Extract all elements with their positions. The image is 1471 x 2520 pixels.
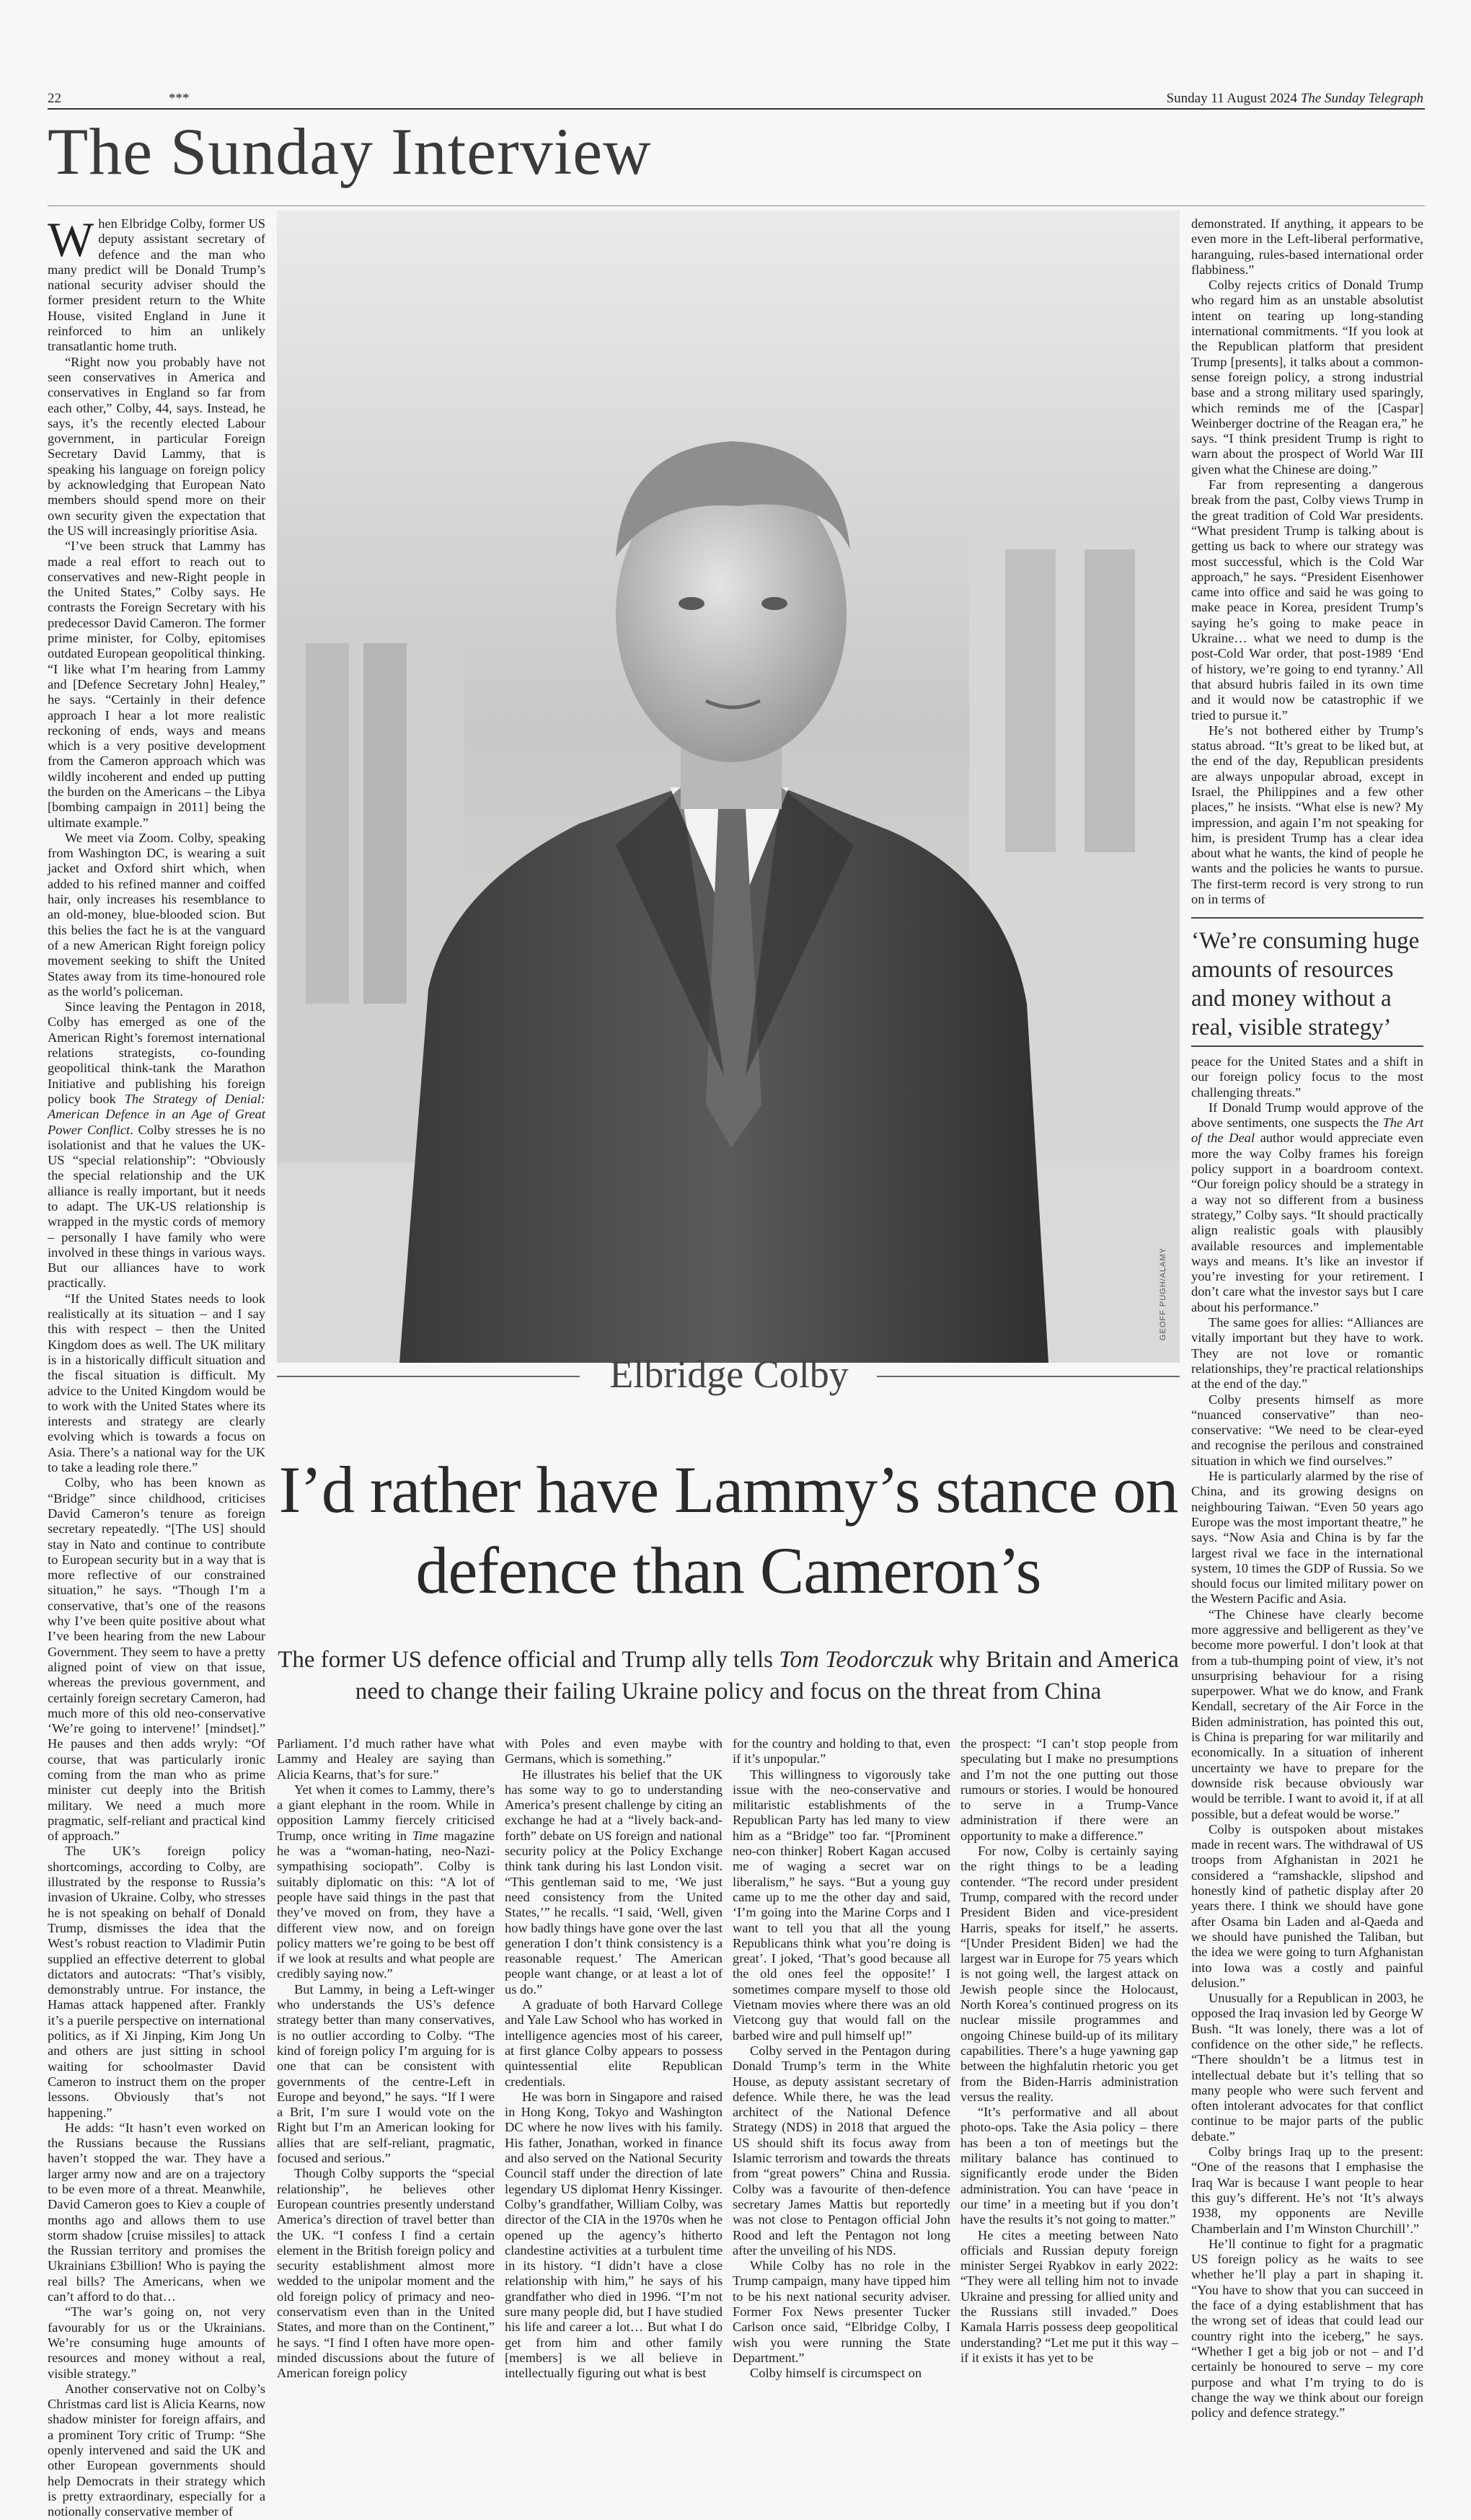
paragraph-text: Since leaving the Pentagon in 2018, Colby has emerged as one of the American Right’s foremost international relations strategists, co-founding geopolitical think-tank the Marathon Initiative and publishing his foreign policy book [48,999,265,1106]
section-rule [48,205,1425,206]
paragraph: Colby himself is circumspect on [750,2366,922,2381]
issue-date: Sunday 11 August 2024 [1166,91,1297,106]
folio-dateline [1167,91,1423,107]
column-right-top [1191,216,1423,912]
paragraph: “The Chinese have clearly become more aggressive and belligerent as they’ve become more powerful. I don’t look at that from a tub-thumping point of view, it’s not unsurprising behaviour for a rising superpower. What we do know, and Frank Kendall, secretary of the Air Force in the Biden administration, has pointed this out, is China is preparing for war militarily and economically. In a situation of inherent uncertainty we have to prepare for the downside risk because obviously war would be terrible. I want to avoid it, if at all possible, but a defeat would be worse.” [1191,1606,1423,1821]
portrait-illustration [277,211,1180,1363]
paragraph: While Colby has no role in the Trump campaign, many have tipped him to be his next national security adviser. Former Fox News presenter Tucker Carlson once said, “Elbridge Colby, I wish you were running the State Department.” [733,2258,950,2365]
paragraph: for the country and holding to that, even if it’s unpopular.” [733,1736,950,1767]
drop-cap: W [48,212,94,267]
column-2 [277,1736,495,2381]
column-3 [505,1736,723,2381]
column-right-bottom [1191,1054,1423,2420]
paragraph [277,1782,495,1982]
standfirst [277,1644,1180,1707]
book-title: The Art of the Deal [1191,1115,1423,1146]
paragraph-text: Yet when it comes to Lammy, there’s a giant elephant in the room. While in opposition Lammy fiercely criticised Trump, once writing in [277,1782,495,1843]
paragraph: Colby served in the Pentagon during Donald Trump’s term in the White House, as deputy assistant secretary of defence. While there, he was the lead architect of the National Defence Strategy (NDS) in 2018 that argued the US should shift its focus away from Islamic terrorism and towards the threats from “great powers” China and Russia. Colby was a favourite of then-defence secretary James Mattis but reportedly was not close to Pentagon official John Rood and left the Pentagon not long after the unveiling of his NDS. [733,2043,950,2258]
paragraph-text: author would appreciate even more the way Colby frames his foreign policy support in a boardroom context. “Our foreign policy should be a strategy in a way not so different from a business strategy,” Colby says. “It should practically align realistic goals with plausibly available resources and implementable ways and means. It’s like an investor if you’re investing for your retirement. I don’t care what the investor says but I care about his performance.” [1191,1131,1423,1314]
paragraph: He is particularly alarmed by the rise of China, and its growing designs on neighbouring Taiwan. “Even 50 years ago Europe was the most important theatre,” he says. “Now Asia and China is by far the largest rival we face in the international system, 10 times the GDP of Russia. So we should focus our limited military power on the Western Pacific and Asia. [1191,1469,1423,1606]
paragraph: He adds: “It hasn’t even worked on the Russians because the Russians haven’t stopped the war. They have a larger army now and are on a trajectory to be even more of a threat. Meanwhile, David Cameron goes to Kiev a couple of months ago and allows them to use storm shadow [cruise missiles] to attack the Russian territory and promises the Ukrainians £3billion! Who is paying the real bills? The Americans, when we can’t afford to do that… [48,2120,265,2304]
paragraph: Colby, who has been known as “Bridge” since childhood, criticises David Cameron’s tenure as foreign secretary repeatedly. “[The US] should stay in Nato and continue to contribute to European security but in a way that is more reflective of our constrained situation,” he says. “Though I’m a conservative, that’s one of the reasons why I’ve been quite positive about what I’ve been hearing from the new Labour Government. They seem to have a pretty aligned point of view on that issue, whereas the previous government, and certainly foreign secretary Cameron, had much more of this old neo-conservative ‘We’re going to intervene!’ [mindset].” He pauses and then adds wryly: “Of course, that was particularly ironic coming from the man who as prime minister cut deeply into the British military. We need a much more pragmatic, self-reliant and practical kind of approach.” [48,1475,265,1844]
paragraph: Though Colby supports the “special relationship”, he believes other European countries presently understand America’s direction of travel better than the UK. “I confess I find a certain element in the British foreign policy and security establishment almost more wedded to the unipolar moment and the old foreign policy of primacy and neo-conservatism even than in the United States, and more than on the Continent,” he says. “I find I often have more open-minded discussions about the future of American foreign policy [277,2166,495,2381]
paragraph: “The war’s going on, not very favourably for us or the Ukrainians. We’re consuming huge amounts of resources and money without a real, visible strategy.” [48,2304,265,2381]
page-number: 22 [48,91,61,106]
section-title: The Sunday Interview [48,115,652,188]
paragraph: He cites a meeting between Nato officials and Russian deputy foreign minister Sergei Ryabkov in early 2022: “They were all telling him not to invade Ukraine and pressing for allied unity and the Russians still invaded.” Does Kamala Harris possess deep geopolitical understanding? “Let me put it this way – if it exists it has yet to be [960,2227,1178,2365]
edition-stars: *** [169,91,190,106]
paragraph: Colby is outspoken about mistakes made in recent wars. The withdrawal of US troops from Afghanistan in 2021 he considered a “ramshackle, slipshod and honestly kind of pathetic display after 20 years there. I think we should have gone after Osama bin Laden and al-Qaeda and we should have punished the Taliban, but the idea we were going to turn Afghanistan into Iowa was a costly and painful delusion.” [1191,1821,1423,1990]
name-rule-right [877,1376,1180,1377]
standfirst-lead: The former US defence official and Trump ally tells [278,1647,779,1673]
paragraph: He illustrates his belief that the UK has some way to go to understanding America’s present challenge by citing an exchange he had at a “lively back-and-forth” debate on US foreign and national security policy at the Policy Exchange think tank during his last London visit. “This gentleman said to me, ‘We just need consistency from the United States,’” he recalls. “I said, ‘Well, given how badly things have gone over the last generation I don’t think consistency is a reasonable request.’ The American people want change, or at least a lot of us do.” [505,1767,723,1997]
photo-credit: GEOFF PUGH/ALAMY [1159,1247,1167,1341]
paragraph: A graduate of both Harvard College and Yale Law School who has worked in intelligence agencies most of his career, at first glance Colby appears to possess quintessential elite Republican credentials. [505,1997,723,2089]
paragraph: Far from representing a dangerous break from the past, Colby views Trump in the great tradition of Cold War presidents. “What president Trump is talking about is getting us back to where our strategy was most successful, which is the Cold War approach,” he says. “President Eisenhower came into office and said he was going to make peace in Korea, president Trump’s saying he’s going to make peace in Ukraine… what we need to dump is the post-Cold War order, that post-1989 ‘End of history, we’re going to end tyranny.’ All that absurd hubris failed in its own time and it would now be catastrophic if we tried to pursue it.” [1191,477,1423,722]
paragraph: Colby rejects critics of Donald Trump who regard him as an unstable absolutist intent on tearing up long-standing international commitments. “If you look at the Republican platform that president Trump [presents], it talks about a common-sense foreign policy, a strong industrial base and a strong military used sparingly, which reminds me of the [Caspar] Weinberger doctrine of the Reagan era,” he says. “I think president Trump is right to warn about the prospect of World War III given what the Chinese are doing.” [1191,278,1423,477]
paragraph [1191,1100,1423,1315]
author-name: Tom Teodorczuk [779,1647,933,1673]
paragraph: Colby brings Iraq up to the present: “One of the reasons that I emphasise the Iraq War is because I want people to hear this guy’s different. He’s not ‘It’s always 1938, my opponents are Neville Chamberlain and I’m Winston Churchill’.” [1191,2144,1423,2236]
pull-quote: ‘We’re consuming huge amounts of resources and money without a real, visible strategy’ [1191,928,1420,1040]
paragraph: peace for the United States and a shift in our foreign policy focus to the most challenging threats.” [1191,1054,1423,1100]
paragraph: But Lammy, in being a Left-winger who understands the US’s defence strategy better than many conservatives, is no outlier according to Colby. “The kind of foreign policy I’m arguing for is one that can be consistent with governments of the centre-Left in Europe and beyond,” he says. “If I were a Brit, I’m sure I would vote on the Right but I’m an American looking for allies that are self-reliant, pragmatic, focused and serious.” [277,1981,495,2166]
paragraph: The UK’s foreign policy shortcomings, according to Colby, are illustrated by the response to Russia’s invasion of Ukraine. Colby, who stresses he is not speaking on behalf of Donald Trump, dismisses the idea that the West’s robust reaction to Vladimir Putin supplied an effective deterrent to global dictators and autocrats: “That’s visibly, demonstrably untrue. For instance, the Hamas attack happened after. Frankly it’s a puerile perspective on international politics, as if Xi Jinping, Kim Jong Un and others are just sitting in school waiting for schoolmaster David Cameron to instruct them on the proper lessons. Obviously that’s not happening.” [48,1844,265,2120]
magazine-title: Time [412,1828,438,1843]
paragraph: “Right now you probably have not seen conservatives in America and conservatives in England so far from each other,” Colby, 44, says. Instead, he says, it’s the recently elected Labour government, in particular Foreign Secretary David Lammy, that is speaking his language on foreign policy by acknowledging that European Nato members should spend more on their own security given the expectation that the US will increasingly prioritise Asia. [48,354,265,538]
paragraph: We meet via Zoom. Colby, speaking from Washington DC, is wearing a suit jacket and Oxford shirt which, when added to his refined manner and coiffed hair, only increases his resemblance to an old-money, blue-blooded scion. But this belies the fact he is at the vanguard of a new American Right foreign policy movement seeking to shift the United States away from its time-honoured role as the world’s policeman. [48,830,265,999]
paragraph-text: magazine he was a “woman-hating, neo-Nazi-sympathising sociopath”. Colby is suitably diplomatic on this: “A lot of people have said things in the past that they’ve moved on from, they have a different view now, and on foreign policy matters we’re going to be best off if we look at results and what people are credibly saying now.” [277,1828,495,1981]
paragraph: He was born in Singapore and raised in Hong Kong, Tokyo and Washington DC where he now lives with his family. His father, Jonathan, worked in finance and also served on the National Security Council staff under the direction of late legendary US diplomat Henry Kissinger. Colby’s grandfather, William Colby, was director of the CIA in the 1970s when he opened up the agency’s hitherto clandestine activities at a turbulent time in its history. “I didn’t have a close relationship with him,” he says of his grandfather who died in 1996. “I’m not sure many people did, but I have studied his life and career a lot… But what I do get from him and other family [members] is we all believe in intellectually figuring out what is best [505,2089,723,2381]
headline: I’d rather have Lammy’s stance on defence than Cameron’s [278,1453,1178,1607]
paragraph [48,212,265,355]
column-4 [733,1736,950,2381]
column-1 [48,212,266,2519]
top-rule [48,108,1425,110]
paragraph: This willingness to vigorously take issue with the neo-conservative and militaristic establishments of the Republican Party has led many to view him as a “Bridge” too far. “[Prominent neo-con thinker] Robert Kagan accused me of waging a secret war on liberalism,” he says. “But a young guy came up to me the other day and said, ‘I’m going into the Marine Corps and I want to tell you that all the young Republicans think what you’re doing is great’. I joked, ‘That’s good because all the old ones feel the opposite!’ I sometimes compare myself to those old Vietnam movies where there was an old Vietcong guy that would fall on the barbed wire and pull himself up!” [733,1767,950,2043]
paragraph: “If the United States needs to look realistically at its situation – and I say this with respect – then the United Kingdom does as well. The UK military is in a historically difficult situation and the fiscal situation is difficult. My advice to the United Kingdom would be to work with the United States where its interests and strategy are clearly evolving which is towards a focus on Asia. There’s a national way for the UK to take a leading role there.” [48,1291,265,1475]
paragraph: Another conservative not on Colby’s Christmas card list is Alicia Kearns, now shadow minister for foreign affairs, and a prominent Tory critic of Trump: “She openly intervened and said the UK and other European governments should help Democrats in their strategy which is pretty extraordinary, especially for a notionally conservative member of [48,2381,265,2519]
paragraph: He’ll continue to fight for a pragmatic US foreign policy as he waits to see whether he’ll play a part in shaping it. “You have to show that you can succeed in the face of a dying establishment that has the wrong set of ideas that could lead our country right into the iceberg,” he says. “Whether I get a big job or not – and I’d certainly be honoured to serve – my core purpose and what I’m trying to do is change the way we think about our foreign policy and defence strategy.” [1191,2236,1423,2420]
paragraph: the prospect: “I can’t stop people from speculating but I make no presumptions and I’m not the one putting out those rumours or stories. I would be honoured to serve in a Trump-Vance administration if there were an opportunity to make a difference.” [960,1736,1178,1843]
paragraph: Colby presents himself as more “nuanced conservative” than neo-conservative: “We need to be clear-eyed and recognise the perilous and constrained situation in which we find ourselves.” [1191,1392,1423,1468]
paragraph-text: hen Elbridge Colby, former US deputy assistant secretary of defence and the man who many predict will be Donald Trump’s national security adviser should the former president return to the White House, visited England in June it reinforced to him an unlikely transatlantic home truth. [48,216,265,354]
paragraph: Parliament. I’d much rather have what Lammy and Healey are saying than Alicia Kearns, that’s for sure.” [277,1736,495,1782]
paragraph [48,999,265,1291]
column-5 [960,1736,1178,2371]
paragraph: “I’ve been struck that Lammy has made a real effort to reach out to conservatives and new-Right people in the United States,” Colby says. He contrasts the Foreign Secretary with his predecessor David Cameron. The former prime minister, for Colby, epitomises outdated European geopolitical thinking. “I like what I’m hearing from Lammy and [Defence Secretary John] Healey,” he says. “Certainly in their defence approach I hear a lot more realistic reckoning of ends, ways and means which is a very positive development from the Cameron approach which was wildly incoherent and ended up putting the burden on the Americans – the Libya [bombing campaign in 2011] being the ultimate example.” [48,539,265,830]
paragraph: For now, Colby is certainly saying the right things to be a leading contender. “The record under president Trump, compared with the record under President Biden and vice-president Harris, speaks for itself,” he asserts. “[Under President Biden] we had the largest war in Europe for 75 years which is not going well, the largest attack on Jewish people since the Holocaust, North Korea’s continued progress on its nuclear missile programmes and ongoing Chinese build-up of its military capabilities. There’s a huge yawning gap between the highfalutin rhetoric you get from the Biden-Harris administration versus the reality. [960,1844,1178,2104]
paragraph-text: . Colby stresses he is no isolationist and that he values the UK-US “special relationship”: “Obviously the special relationship and the UK alliance is really important, but it needs to adapt. The UK-US relationship is wrapped in the mystic cords of memory – personally I have family who were involved in these things in various ways. But our alliances have to work practically. [48,1122,266,1291]
paragraph: The same goes for allies: “Alliances are vitally important but they have to work. They are not love or romantic relationships, they’re practical relationships at the end of the day.” [1191,1315,1423,1392]
paragraph-text: If Donald Trump would approve of the above sentiments, one suspects the [1191,1100,1423,1131]
pull-quote-rule-top [1191,917,1423,919]
paragraph: “It’s performative and all about photo-ops. Take the Asia policy – there has been a ton of meetings but the military balance has continued to significantly erode under the Biden administration. You can have ‘peace in our time’ in a meeting but if you don’t have the results it’s not going to matter.” [960,2105,1178,2227]
paragraph: demonstrated. If anything, it appears to be even more in the Left-liberal performative, haranguing, rules-based international order flabbiness.” [1191,216,1423,277]
book-title: The Strategy of Denial: American Defence in an Age of Great Power Conflict [48,1091,265,1137]
pull-quote-rule-bottom [1191,1045,1423,1047]
newspaper-name: The Sunday Telegraph [1300,91,1423,106]
portrait-photo [277,211,1180,1363]
paragraph: with Poles and even maybe with Germans, which is something.” [505,1736,723,1767]
standfirst-rest: why Britain and America need to change their failing Ukraine policy and focus on the threat from China [355,1647,1179,1705]
paragraph: Unusually for a Republican in 2003, he opposed the Iraq invasion led by George W Bush. “It was lonely, there was a lot of confidence on the other side,” he reflects. “There shouldn’t be a litmus test in intellectual debate but it’s telling that so many people who were such fervent and often intolerant advocates for that conflict continue to be major parts of the public debate.” [1191,1991,1423,2144]
paragraph: He’s not bothered either by Trump’s status abroad. “It’s great to be liked but, at the end of the day, Republican presidents are always unpopular abroad, except in Israel, the Philippines and a few other places,” he insists. “What else is new? My impression, and again I’m not speaking for him, is president Trump has a clear idea about what he wants, the kind of people he wants and the policies he wants to pursue. The first-term record is very strong to run on in terms of [1191,722,1423,907]
subject-name: Elbridge Colby [609,1353,849,1396]
